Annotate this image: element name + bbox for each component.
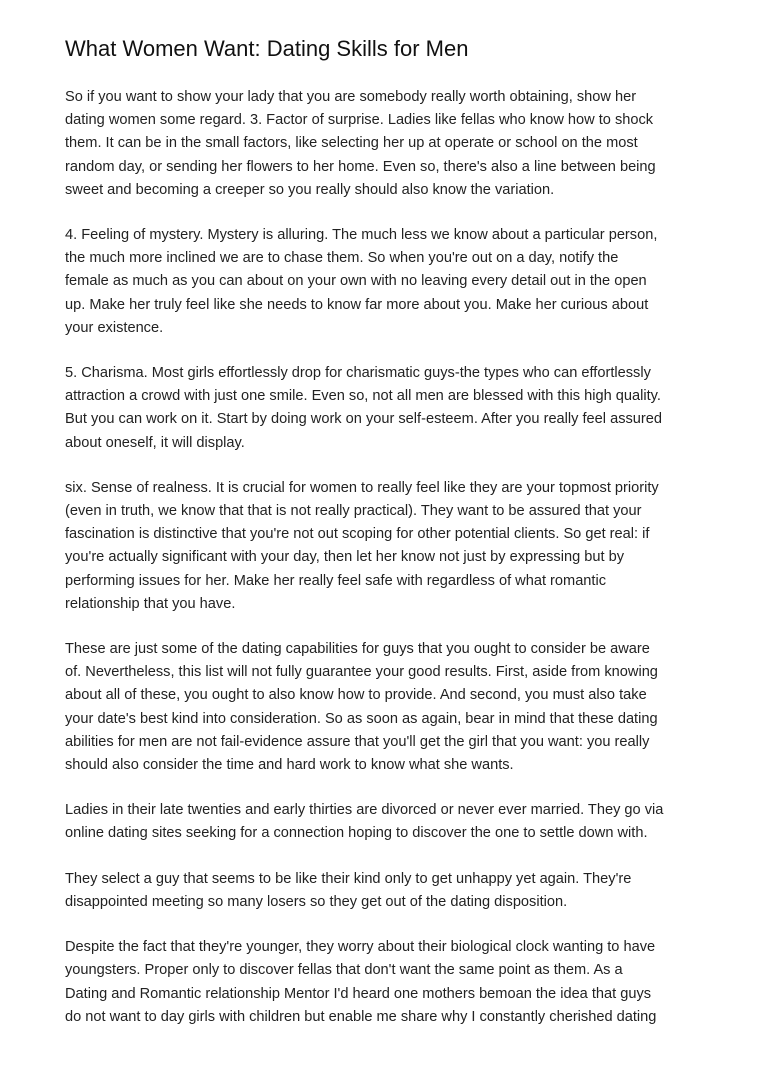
text-line: They select a guy that seems to be like their kind only to get unhappy yet again. They're: [65, 870, 632, 887]
paragraph: [65, 799, 745, 845]
document-body: [65, 86, 745, 1029]
text-line: about oneself, it will display.: [65, 434, 245, 451]
text-line: fascination is distinctive that you're not out scoping for other potential clients. So get real: if: [65, 526, 650, 543]
text-line: of. Nevertheless, this list will not fully guarantee your good results. First, aside from knowing: [65, 664, 658, 681]
text-line: should also consider the time and hard work to know what she wants.: [65, 757, 514, 774]
text-line: disappointed meeting so many losers so they get out of the dating disposition.: [65, 893, 568, 910]
paragraph: [65, 868, 745, 914]
text-line: do not want to day girls with children but enable me share why I constantly cherished dating: [65, 1008, 657, 1025]
paragraph: [65, 86, 745, 202]
paragraph: [65, 477, 745, 616]
text-line: So if you want to show your lady that you are somebody really worth obtaining, show her: [65, 89, 637, 105]
text-line: about all of these, you ought to also know how to provide. And second, you must also take: [65, 687, 647, 704]
paragraph: [65, 936, 745, 1029]
text-line: But you can work on it. Start by doing work on your self-esteem. After you really feel assured: [65, 411, 663, 428]
text-line: sweet and becoming a creeper so you really should also know the variation.: [65, 181, 555, 198]
paragraph: [65, 362, 745, 455]
text-line: them. It can be in the small factors, like selecting her up at operate or school on the most: [65, 135, 638, 152]
text-line: female as much as you can about on your own with no leaving every detail out in the open: [65, 273, 647, 290]
paragraph: [65, 224, 745, 340]
document-title: What Women Want: Dating Skills for Men: [65, 36, 469, 61]
text-line: the much more inclined we are to chase them. So when you're out on a day, notify the: [65, 250, 619, 267]
text-line: Despite the fact that they're younger, they worry about their biological clock wanting to have: [65, 939, 656, 956]
text-line: dating women some regard. 3. Factor of surprise. Ladies like fellas who know how to shock: [65, 112, 654, 129]
text-line: six. Sense of realness. It is crucial for women to really feel like they are your topmost priority: [65, 479, 659, 496]
text-line: your existence.: [65, 319, 164, 336]
paragraph: [65, 638, 745, 777]
text-line: These are just some of the dating capabilities for guys that you ought to consider be aware: [65, 641, 650, 658]
text-line: Dating and Romantic relationship Mentor I'd heard one mothers bemoan the idea that guys: [65, 985, 652, 1002]
text-line: 4. Feeling of mystery. Mystery is alluring. The much less we know about a particular person,: [65, 227, 658, 244]
text-line: attraction a crowd with just one smile. Even so, not all men are blessed with this high quality.: [65, 388, 661, 405]
text-line: up. Make her truly feel like she needs to know far more about you. Make her curious about: [65, 296, 649, 313]
text-line: you're actually significant with your day, then let her know not just by expressing but by: [65, 549, 624, 566]
text-line: Ladies in their late twenties and early thirties are divorced or never ever married. They go via: [65, 802, 664, 819]
document-page: [65, 34, 745, 1051]
text-line: performing issues for her. Make her really feel safe with regardless of what romantic: [65, 572, 607, 589]
text-line: (even in truth, we know that that is not really practical). They want to be assured that your: [65, 503, 642, 520]
text-line: youngsters. Proper only to discover fellas that don't want the same point as them. As a: [65, 962, 623, 979]
text-line: online dating sites seeking for a connection hoping to discover the one to settle down with.: [65, 825, 648, 842]
text-line: random day, or sending her flowers to her home. Even so, there's also a line between being: [65, 158, 656, 175]
text-line: 5. Charisma. Most girls effortlessly drop for charismatic guys-the types who can effortlessly: [65, 365, 651, 382]
text-line: relationship that you have.: [65, 595, 236, 612]
text-line: your date's best kind into consideration. So as soon as again, bear in mind that these dating: [65, 710, 658, 727]
text-line: abilities for men are not fail-evidence assure that you'll get the girl that you want: you really: [65, 733, 650, 750]
